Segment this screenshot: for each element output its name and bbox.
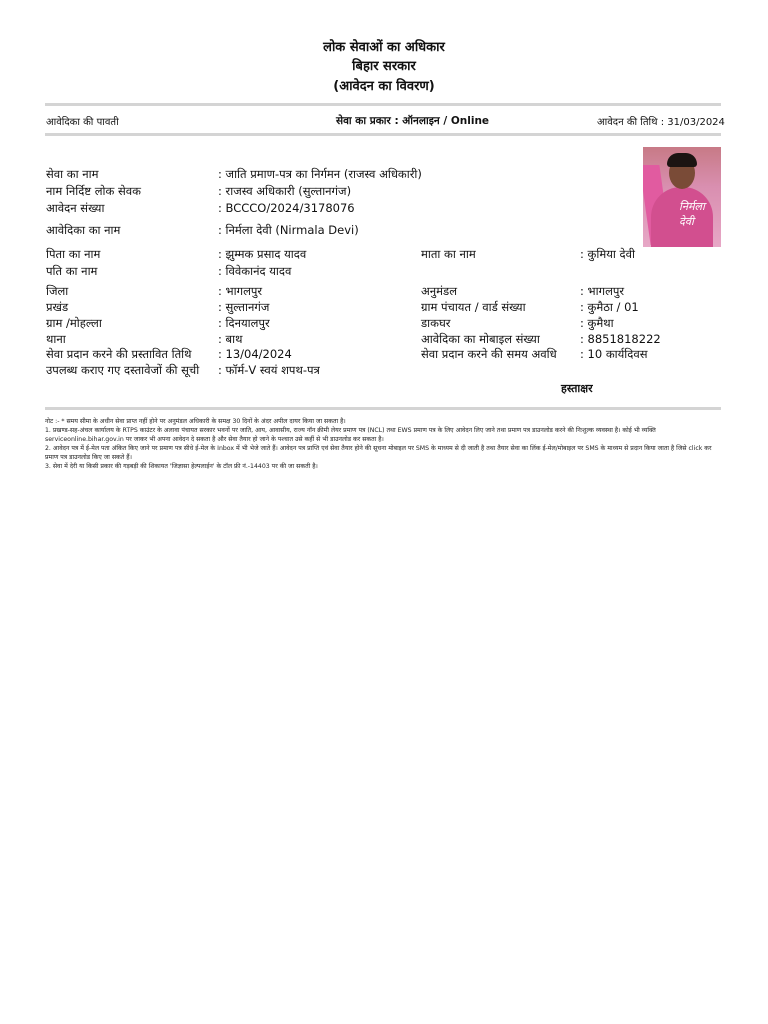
service-type-value: Online [450, 115, 490, 127]
time-limit-label: सेवा प्रदान करने की समय अवधि [421, 347, 557, 361]
district-label: जिला [46, 284, 69, 298]
mobile-label: आवेदिका का मोबाइल संख्या [421, 332, 540, 346]
application-date: आवेदन की तिथि : 31/03/2024 [597, 117, 725, 128]
proposed-date-label: सेवा प्रदान करने की प्रस्तावित तिथि [46, 347, 192, 361]
village-value: : दिनयालपुर [218, 316, 270, 330]
header-subtitle: (आवेदन का विवरण) [333, 79, 435, 94]
application-no-value: : BCCCO/2024/3178076 [218, 201, 355, 215]
mother-name-value: : कुमिया देवी [580, 247, 636, 261]
application-no-label: आवेदन संख्या [46, 201, 105, 215]
applicant-photo [643, 147, 721, 247]
applicant-name-value: : निर्मला देवी (Nirmala Devi) [218, 223, 359, 237]
bottom-divider [45, 407, 721, 410]
proposed-date-value: : 13/04/2024 [218, 347, 292, 361]
block-value: : सुल्तानगंज [218, 300, 270, 314]
post-office-label: डाकघर [421, 316, 451, 330]
documents-label: उपलब्ध कराए गए दस्तावेजों की सूची [46, 363, 200, 377]
receipt-label: आवेदिका की पावती [46, 117, 119, 128]
photo-hair [667, 153, 697, 167]
subdivision-label: अनुमंडल [421, 284, 457, 298]
note-intro: नोट :- * समय सीमा के अधीन सेवा प्राप्त नहीं होने पर अनुमंडल अधिकारी के समक्ष 30 दिनों के अंदर अपील दायर किया जा सकता है। [45, 418, 346, 425]
officer-value: : राजस्व अधिकारी (सुल्तानगंज) [218, 184, 352, 198]
time-limit-value: : 10 कार्यदिवस [580, 347, 648, 361]
documents-value: : फॉर्म-V स्वयं शपथ-पत्र [218, 363, 320, 377]
service-name-label: सेवा का नाम [46, 167, 99, 181]
husband-name-label: पति का नाम [46, 264, 98, 278]
panchayat-label: ग्राम पंचायत / वार्ड संख्या [421, 300, 526, 314]
village-label: ग्राम /मोहल्ला [46, 316, 102, 330]
father-name-label: पिता का नाम [46, 247, 101, 261]
officer-label: नाम निर्दिष्ट लोक सेवक [46, 184, 141, 198]
applicant-name-label: आवेदिका का नाम [46, 223, 121, 237]
mother-name-label: माता का नाम [421, 247, 476, 261]
note-3: 3. सेवा में देरी या किसी प्रकार की गड़बड़ी की शिकायत 'जिज्ञासा हेल्पलाईन' के टॉल फ्री नं.-14403 पर की जा सकती है। [45, 463, 318, 470]
second-divider [45, 133, 721, 136]
mobile-value: : 8851818222 [580, 332, 661, 346]
district-value: : भागलपुर [218, 284, 263, 298]
post-office-value: : कुमैथा [580, 316, 614, 330]
block-label: प्रखंड [46, 300, 69, 314]
header-government: बिहार सरकार [352, 59, 416, 74]
notes-section [45, 417, 723, 471]
note-2: 2. आवेदन पत्र में ई-मेल पता अंकित किए जाने पर प्रमाण पत्र सीधे ई-मेल के Inbox में भी भेजे जाते हैं। आवेदन पत्र प्राप्ति एवं सेवा तैयार होने की सूचना मोबाइल पर SMS के माध्यम से दी जाती है तथा तैयार सेवा का लिंक ई-मेल/मोबाइल पर SMS के माध्यम से प्रदान किया जाता है जिसे click कर प्रमाण पत्र डाउनलोड किए जा सकते हैं। [45, 445, 712, 461]
police-station-label: थाना [46, 332, 66, 346]
note-1: 1. प्रखण्ड-सह-अंचल कार्यालय के RTPS काउंटर के अलावा पंचायत सरकार भवनों पर जाति, आय, आवासीय, राज्य नॉन क्रीमी लेयर प्रमाण पत्र (NCL) तथा EWS प्रमाण पत्र के लिए आवेदन लिए जाने तथा प्रमाण पत्र डाउनलोड करने की निःशुल्क व्यवस्था है। कोई भी व्यक्ति serviceonline.bihar.gov.in पर जाकर भी अपना आवेदन दे सकता है और सेवा तैयार हो जाने के पश्चात उसे कहीं से भी डाउनलोड कर सकता है। [45, 427, 656, 443]
father-name-value: : झुम्मक प्रसाद यादव [218, 247, 307, 261]
header-title: लोक सेवाओं का अधिकार [323, 40, 445, 55]
top-divider [45, 103, 721, 106]
service-name-value: : जाति प्रमाण-पत्र का निर्गमन (राजस्व अधिकारी) [218, 167, 422, 181]
panchayat-value: : कुमैठा / 01 [580, 300, 639, 314]
subdivision-value: : भागलपुर [580, 284, 625, 298]
service-type-label: सेवा का प्रकार : ऑनलाइन / [336, 115, 448, 127]
husband-name-value: : विवेकानंद यादव [218, 264, 292, 278]
service-type [336, 114, 489, 128]
signature-label: हस्ताक्षर [561, 382, 593, 395]
photo-signature: निर्मला देवी [679, 200, 705, 228]
police-station-value: : बाथ [218, 332, 243, 346]
